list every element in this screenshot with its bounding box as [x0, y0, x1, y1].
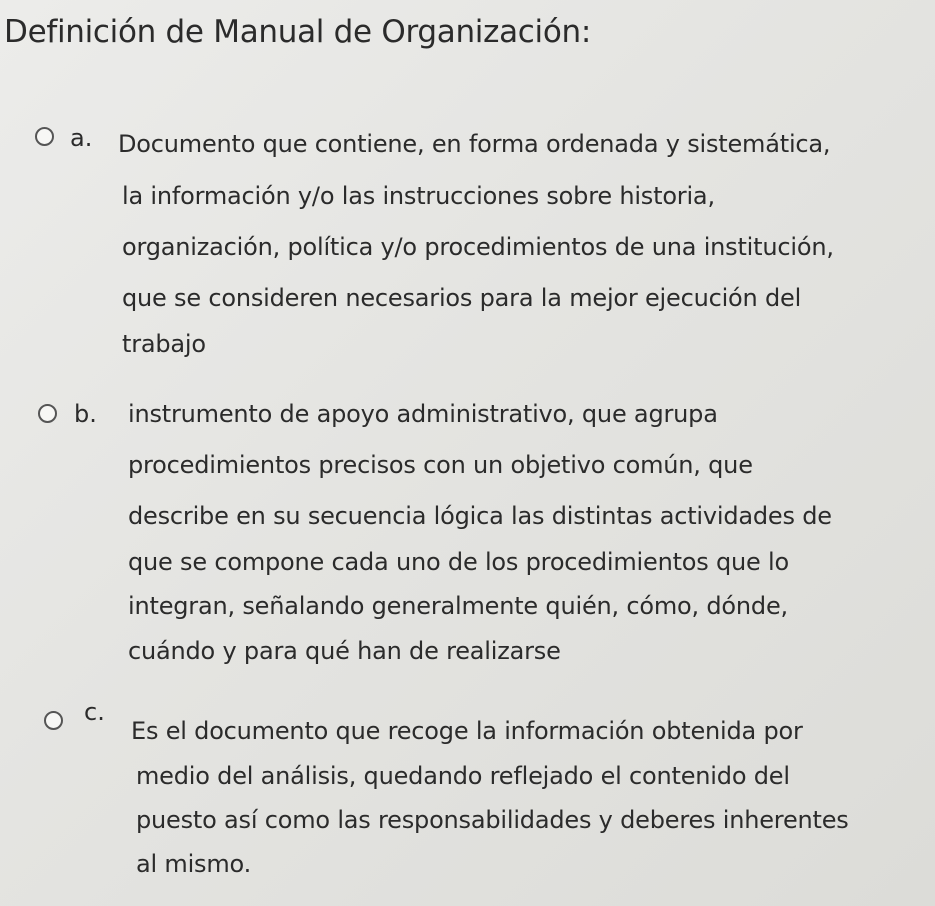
option-c-text-line: medio del análisis, quedando reflejado el contenido del [136, 762, 790, 790]
option-b-text-line: cuándo y para qué han de realizarse [128, 637, 561, 665]
option-a-radio[interactable] [35, 127, 54, 146]
option-c-radio[interactable] [44, 711, 63, 730]
option-c-text-line: puesto así como las responsabilidades y deberes inherentes [136, 806, 849, 834]
question-title: Definición de Manual de Organización: [4, 14, 591, 50]
option-b-text-line: describe en su secuencia lógica las distintas actividades de [128, 502, 832, 530]
option-a-letter: a. [70, 124, 93, 152]
option-a-text-line: trabajo [122, 330, 206, 358]
option-a-text-line: que se consideren necesarios para la mejor ejecución del [122, 284, 802, 312]
option-a-text-line: la información y/o las instrucciones sobre historia, [122, 182, 715, 210]
option-b-text-line: procedimientos precisos con un objetivo común, que [128, 451, 753, 479]
option-b-text-line: instrumento de apoyo administrativo, que agrupa [128, 400, 718, 428]
option-c-letter: c. [84, 698, 105, 726]
option-b-text-line: que se compone cada uno de los procedimientos que lo [128, 548, 790, 576]
option-b-text-line: integran, señalando generalmente quién, cómo, dónde, [128, 592, 788, 620]
option-c-text-line: al mismo. [136, 850, 252, 878]
option-a-text-line: organización, política y/o procedimientos de una institución, [122, 233, 834, 261]
option-b-letter: b. [74, 400, 97, 428]
option-c-text-line: Es el documento que recoge la información obtenida por [131, 717, 803, 745]
option-a-text-line: Documento que contiene, en forma ordenada y sistemática, [118, 130, 831, 158]
option-b-radio[interactable] [38, 404, 57, 423]
